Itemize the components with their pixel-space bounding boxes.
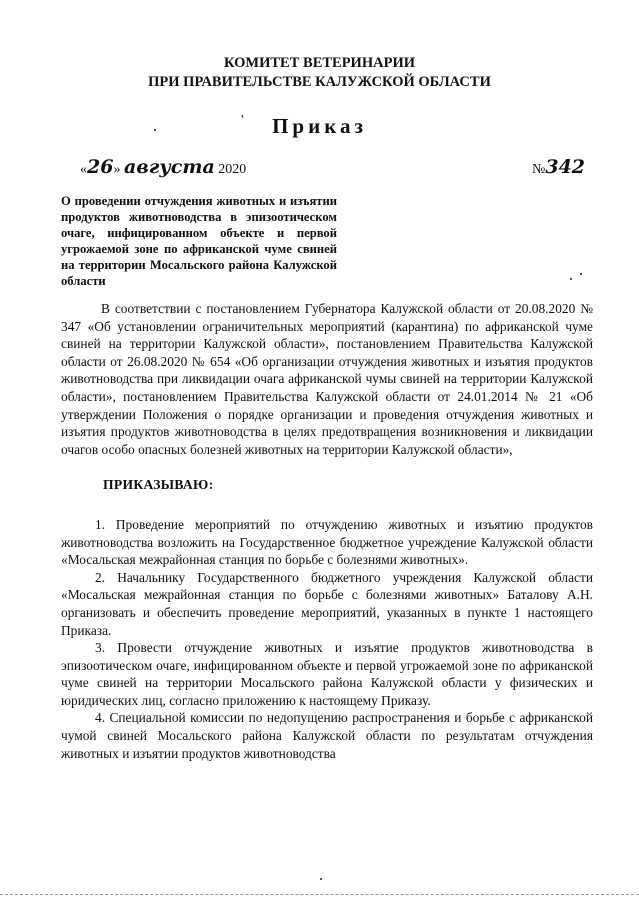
date-open-quote: « (80, 162, 87, 177)
order-date (80, 156, 246, 178)
number-handwritten: 342 (545, 156, 586, 178)
order-subject: О проведении отчуждения животных и изъятии продуктов животноводства в эпизоотическом очаге, инфицированном объекте и первой угрожаемой зоне по африканской чуме свиней на территории Мосальского района Калужской области (61, 194, 337, 288)
order-number (532, 156, 585, 178)
order-item-3: 3. Провести отчуждение животных и изъятие продуктов животноводства в эпизоотическом очаге, инфицированном объекте и первой угрожаемой зоне по африканской чуме свиней на территории Мосальского района Калужской области у физических и юридических лиц, согласно приложению к настоящему Приказу. (61, 640, 593, 708)
preamble-paragraph: В соответствии с постановлением Губернатора Калужской области от 20.08.2020 № 347 «Об установлении ограничительных мероприятий (карантина) по африканской чуме свиней на территории Калужской области», постановлением Правительства Калужской области от 26.08.2020 № 654 «Об организации отчуждения животных и изъятия продуктов животноводства при ликвидации очага африканской чумы свиней на территории Калужской области», постановлением Правительства Калужской области от 24.01.2014 № 21 «Об утверждении Положения о порядке организации и проведения отчуждения животных и изъятия продуктов животноводства в целях предотвращения возникновения и ликвидации очагов особо опасных болезней животных на территории Калужской области», (61, 301, 593, 457)
orders-heading: ПРИКАЗЫВАЮ: (103, 477, 214, 493)
scan-speck (580, 273, 582, 275)
organization-header (0, 54, 639, 92)
organization-name-line-2: ПРИ ПРАВИТЕЛЬСТВЕ КАЛУЖСКОЙ ОБЛАСТИ (148, 74, 491, 90)
order-item-1: 1. Проведение мероприятий по отчуждению животных и изъятию продуктов животноводства возложить на Государственное бюджетное учреждение Калужской области «Мосальская межрайонная станция по борьбе с болезнями животных». (61, 516, 593, 568)
number-prefix: № (532, 162, 546, 177)
order-item-2: 2. Начальнику Государственного бюджетного учреждения Калужской области «Мосальская межрайонная станция по борьбе с болезнями животных» Баталову А.Н. организовать и обеспечить проведение мероприятий, указанных в пункте 1 настоящего Приказа. (61, 569, 593, 638)
scan-mark: ' (241, 113, 244, 128)
order-item-4: 4. Специальной комиссии по недопущению распространения и борьбе с африканской чумой свиней Мосальского района Калужской области по результатам отчуждения животных и изъятии продуктов животноводства (61, 710, 593, 761)
scan-speck (320, 878, 322, 880)
scan-speck (154, 129, 156, 131)
organization-name-line-1: КОМИТЕТ ВЕТЕРИНАРИИ (223, 55, 416, 71)
scan-speck (570, 278, 572, 280)
scan-bottom-edge (0, 894, 639, 898)
date-close-quote: » (113, 162, 121, 177)
date-month-handwritten: августа (123, 156, 215, 178)
date-year: 2020 (218, 162, 247, 177)
date-day-handwritten: 26 (87, 156, 114, 178)
document-type-title: Приказ (272, 114, 367, 138)
order-body (61, 300, 593, 762)
